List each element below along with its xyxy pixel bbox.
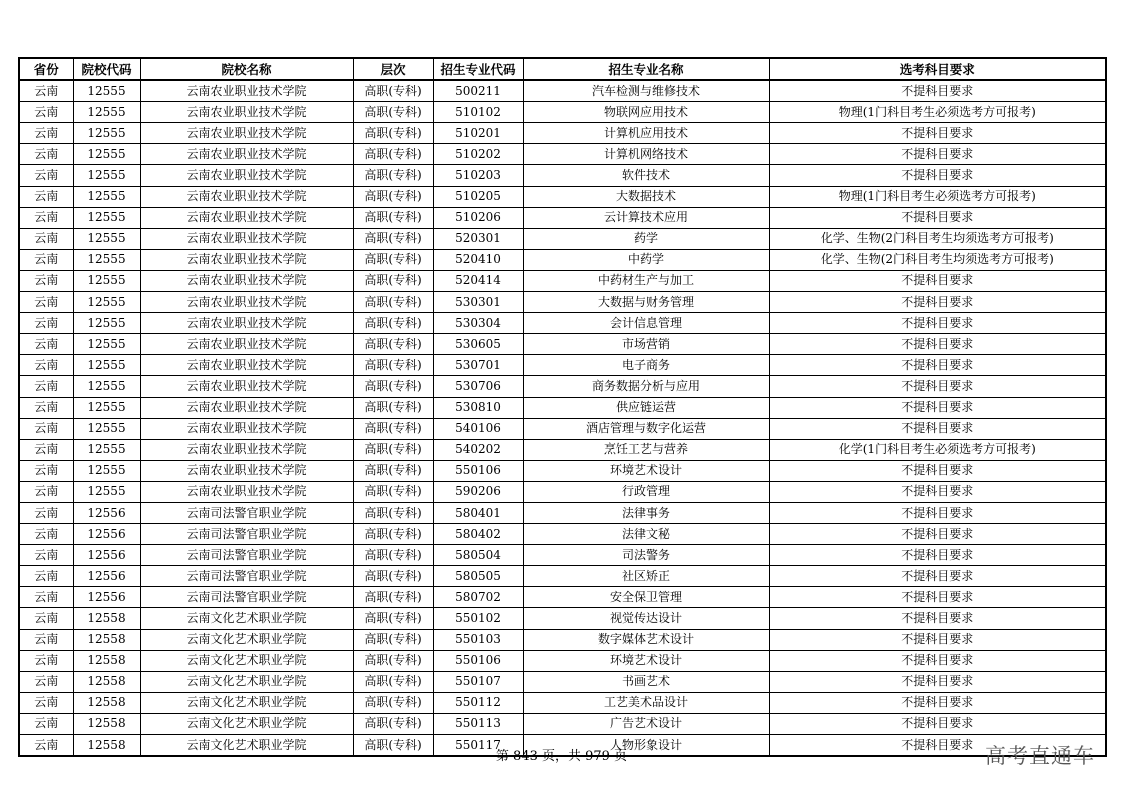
cell-level: 高职(专科): [353, 418, 433, 439]
cell-school-name: 云南文化艺术职业学院: [140, 629, 353, 650]
cell-major-code: 550112: [433, 692, 523, 713]
cell-major-code: 510201: [433, 123, 523, 144]
table-row: [19, 713, 1106, 734]
cell-school-code: 12555: [73, 207, 140, 228]
column-header-level: 层次: [353, 58, 433, 80]
cell-school-code: 12555: [73, 270, 140, 291]
cell-subject-requirement: 化学(1门科目考生必须选考方可报考): [769, 439, 1106, 460]
cell-level: 高职(专科): [353, 566, 433, 587]
cell-major-code: 510102: [433, 102, 523, 123]
cell-school-code: 12555: [73, 334, 140, 355]
cell-major-code: 580401: [433, 502, 523, 523]
cell-level: 高职(专科): [353, 144, 433, 165]
cell-major-name: 计算机应用技术: [523, 123, 769, 144]
cell-level: 高职(专科): [353, 671, 433, 692]
cell-school-code: 12555: [73, 80, 140, 102]
cell-subject-requirement: 不提科目要求: [769, 355, 1106, 376]
cell-major-name: 烹饪工艺与营养: [523, 439, 769, 460]
cell-school-name: 云南司法警官职业学院: [140, 502, 353, 523]
cell-level: 高职(专科): [353, 692, 433, 713]
cell-province: 云南: [19, 524, 73, 545]
cell-subject-requirement: 物理(1门科目考生必须选考方可报考): [769, 102, 1106, 123]
cell-major-code: 510205: [433, 186, 523, 207]
cell-major-code: 550106: [433, 650, 523, 671]
cell-major-name: 法律事务: [523, 502, 769, 523]
table-row: [19, 587, 1106, 608]
cell-subject-requirement: 不提科目要求: [769, 692, 1106, 713]
cell-school-name: 云南文化艺术职业学院: [140, 692, 353, 713]
cell-major-name: 广告艺术设计: [523, 713, 769, 734]
cell-major-code: 530301: [433, 292, 523, 313]
cell-school-name: 云南文化艺术职业学院: [140, 671, 353, 692]
table-row: [19, 144, 1106, 165]
cell-school-code: 12556: [73, 566, 140, 587]
admission-requirements-table: [18, 57, 1107, 757]
cell-major-name: 安全保卫管理: [523, 587, 769, 608]
cell-province: 云南: [19, 587, 73, 608]
cell-major-code: 540202: [433, 439, 523, 460]
cell-level: 高职(专科): [353, 460, 433, 481]
cell-school-name: 云南农业职业技术学院: [140, 397, 353, 418]
cell-school-name: 云南农业职业技术学院: [140, 292, 353, 313]
cell-subject-requirement: 化学、生物(2门科目考生均须选考方可报考): [769, 249, 1106, 270]
cell-school-name: 云南文化艺术职业学院: [140, 608, 353, 629]
table-row: [19, 566, 1106, 587]
cell-province: 云南: [19, 249, 73, 270]
cell-school-name: 云南农业职业技术学院: [140, 418, 353, 439]
cell-school-name: 云南农业职业技术学院: [140, 165, 353, 186]
cell-school-code: 12555: [73, 460, 140, 481]
cell-subject-requirement: 不提科目要求: [769, 376, 1106, 397]
cell-major-code: 550103: [433, 629, 523, 650]
cell-school-name: 云南农业职业技术学院: [140, 376, 353, 397]
cell-major-name: 市场营销: [523, 334, 769, 355]
table-row: [19, 502, 1106, 523]
cell-school-name: 云南文化艺术职业学院: [140, 713, 353, 734]
cell-subject-requirement: 不提科目要求: [769, 418, 1106, 439]
cell-level: 高职(专科): [353, 524, 433, 545]
cell-major-name: 社区矫正: [523, 566, 769, 587]
table-row: [19, 629, 1106, 650]
watermark-logo-text: 高考直通车: [985, 744, 1095, 768]
cell-level: 高职(专科): [353, 502, 433, 523]
cell-level: 高职(专科): [353, 650, 433, 671]
cell-major-code: 580505: [433, 566, 523, 587]
table-row: [19, 249, 1106, 270]
cell-subject-requirement: 不提科目要求: [769, 629, 1106, 650]
cell-province: 云南: [19, 165, 73, 186]
cell-level: 高职(专科): [353, 481, 433, 502]
cell-school-code: 12555: [73, 186, 140, 207]
table-row: [19, 207, 1106, 228]
cell-school-name: 云南司法警官职业学院: [140, 524, 353, 545]
cell-school-name: 云南农业职业技术学院: [140, 355, 353, 376]
cell-major-name: 行政管理: [523, 481, 769, 502]
cell-major-name: 中药材生产与加工: [523, 270, 769, 291]
cell-school-code: 12556: [73, 524, 140, 545]
cell-province: 云南: [19, 502, 73, 523]
table-row: [19, 376, 1106, 397]
table-row: [19, 123, 1106, 144]
cell-major-name: 计算机网络技术: [523, 144, 769, 165]
cell-school-code: 12558: [73, 650, 140, 671]
cell-school-code: 12555: [73, 102, 140, 123]
table-row: [19, 545, 1106, 566]
table-row: [19, 397, 1106, 418]
cell-province: 云南: [19, 80, 73, 102]
cell-province: 云南: [19, 228, 73, 249]
table-row: [19, 270, 1106, 291]
cell-school-name: 云南农业职业技术学院: [140, 481, 353, 502]
cell-subject-requirement: 不提科目要求: [769, 650, 1106, 671]
cell-school-name: 云南司法警官职业学院: [140, 566, 353, 587]
cell-major-code: 520410: [433, 249, 523, 270]
cell-province: 云南: [19, 439, 73, 460]
table-body: [19, 80, 1106, 756]
cell-province: 云南: [19, 376, 73, 397]
cell-major-code: 590206: [433, 481, 523, 502]
cell-level: 高职(专科): [353, 102, 433, 123]
cell-school-name: 云南农业职业技术学院: [140, 334, 353, 355]
cell-major-name: 大数据技术: [523, 186, 769, 207]
cell-major-name: 书画艺术: [523, 671, 769, 692]
cell-school-name: 云南农业职业技术学院: [140, 123, 353, 144]
cell-school-code: 12555: [73, 439, 140, 460]
cell-province: 云南: [19, 713, 73, 734]
cell-level: 高职(专科): [353, 270, 433, 291]
cell-province: 云南: [19, 608, 73, 629]
cell-subject-requirement: 不提科目要求: [769, 566, 1106, 587]
cell-school-name: 云南农业职业技术学院: [140, 186, 353, 207]
cell-province: 云南: [19, 397, 73, 418]
cell-province: 云南: [19, 102, 73, 123]
cell-level: 高职(专科): [353, 713, 433, 734]
cell-major-name: 物联网应用技术: [523, 102, 769, 123]
cell-level: 高职(专科): [353, 313, 433, 334]
cell-major-code: 540106: [433, 418, 523, 439]
table-row: [19, 334, 1106, 355]
cell-level: 高职(专科): [353, 587, 433, 608]
cell-major-name: 人物形象设计: [523, 735, 769, 757]
cell-school-code: 12555: [73, 144, 140, 165]
table-row: [19, 650, 1106, 671]
cell-province: 云南: [19, 418, 73, 439]
cell-major-code: 510206: [433, 207, 523, 228]
cell-province: 云南: [19, 334, 73, 355]
cell-level: 高职(专科): [353, 228, 433, 249]
cell-school-name: 云南司法警官职业学院: [140, 587, 353, 608]
cell-subject-requirement: 物理(1门科目考生必须选考方可报考): [769, 186, 1106, 207]
cell-major-code: 550113: [433, 713, 523, 734]
cell-school-code: 12558: [73, 692, 140, 713]
cell-level: 高职(专科): [353, 439, 433, 460]
page-number-footer: 第 843 页，共 979 页: [495, 749, 628, 764]
cell-level: 高职(专科): [353, 735, 433, 757]
cell-major-name: 软件技术: [523, 165, 769, 186]
cell-subject-requirement: 不提科目要求: [769, 80, 1106, 102]
cell-major-name: 环境艺术设计: [523, 650, 769, 671]
cell-school-name: 云南农业职业技术学院: [140, 207, 353, 228]
cell-subject-requirement: 不提科目要求: [769, 502, 1106, 523]
table-row: [19, 481, 1106, 502]
cell-subject-requirement: 不提科目要求: [769, 713, 1106, 734]
cell-school-code: 12555: [73, 292, 140, 313]
cell-province: 云南: [19, 270, 73, 291]
cell-province: 云南: [19, 481, 73, 502]
cell-level: 高职(专科): [353, 207, 433, 228]
table-row: [19, 186, 1106, 207]
cell-major-name: 工艺美术品设计: [523, 692, 769, 713]
cell-major-name: 中药学: [523, 249, 769, 270]
cell-level: 高职(专科): [353, 545, 433, 566]
cell-level: 高职(专科): [353, 355, 433, 376]
cell-major-code: 530304: [433, 313, 523, 334]
cell-province: 云南: [19, 144, 73, 165]
cell-school-code: 12556: [73, 502, 140, 523]
table-row: [19, 228, 1106, 249]
cell-subject-requirement: 不提科目要求: [769, 481, 1106, 502]
cell-level: 高职(专科): [353, 186, 433, 207]
cell-school-code: 12555: [73, 249, 140, 270]
cell-subject-requirement: 不提科目要求: [769, 735, 1106, 757]
admission-table-container: [18, 57, 1105, 757]
cell-major-code: 530706: [433, 376, 523, 397]
cell-school-code: 12558: [73, 671, 140, 692]
cell-school-code: 12558: [73, 629, 140, 650]
cell-level: 高职(专科): [353, 123, 433, 144]
cell-school-name: 云南农业职业技术学院: [140, 249, 353, 270]
cell-subject-requirement: 不提科目要求: [769, 313, 1106, 334]
cell-school-name: 云南农业职业技术学院: [140, 80, 353, 102]
table-row: [19, 292, 1106, 313]
cell-school-code: 12555: [73, 313, 140, 334]
cell-subject-requirement: 不提科目要求: [769, 144, 1106, 165]
cell-school-code: 12555: [73, 376, 140, 397]
cell-major-code: 520301: [433, 228, 523, 249]
cell-school-name: 云南农业职业技术学院: [140, 102, 353, 123]
table-row: [19, 692, 1106, 713]
cell-major-name: 环境艺术设计: [523, 460, 769, 481]
cell-level: 高职(专科): [353, 292, 433, 313]
cell-school-code: 12555: [73, 228, 140, 249]
cell-major-code: 510202: [433, 144, 523, 165]
table-row: [19, 608, 1106, 629]
cell-province: 云南: [19, 186, 73, 207]
cell-major-code: 530605: [433, 334, 523, 355]
cell-province: 云南: [19, 207, 73, 228]
cell-major-name: 大数据与财务管理: [523, 292, 769, 313]
cell-school-code: 12555: [73, 355, 140, 376]
cell-major-code: 530701: [433, 355, 523, 376]
cell-school-code: 12555: [73, 397, 140, 418]
table-row: [19, 439, 1106, 460]
cell-school-name: 云南农业职业技术学院: [140, 439, 353, 460]
cell-subject-requirement: 不提科目要求: [769, 292, 1106, 313]
cell-major-code: 580504: [433, 545, 523, 566]
cell-school-code: 12556: [73, 587, 140, 608]
cell-subject-requirement: 不提科目要求: [769, 671, 1106, 692]
column-header-subject-requirement: 选考科目要求: [769, 58, 1106, 80]
cell-subject-requirement: 不提科目要求: [769, 524, 1106, 545]
cell-school-name: 云南农业职业技术学院: [140, 144, 353, 165]
cell-province: 云南: [19, 650, 73, 671]
cell-major-code: 550117: [433, 735, 523, 757]
cell-province: 云南: [19, 355, 73, 376]
table-header-row: [19, 58, 1106, 80]
table-row: [19, 460, 1106, 481]
cell-major-code: 510203: [433, 165, 523, 186]
column-header-province: 省份: [19, 58, 73, 80]
cell-province: 云南: [19, 692, 73, 713]
cell-major-name: 数字媒体艺术设计: [523, 629, 769, 650]
cell-school-code: 12555: [73, 165, 140, 186]
cell-province: 云南: [19, 735, 73, 757]
cell-major-name: 视觉传达设计: [523, 608, 769, 629]
cell-subject-requirement: 不提科目要求: [769, 397, 1106, 418]
cell-school-code: 12555: [73, 418, 140, 439]
column-header-major-code: 招生专业代码: [433, 58, 523, 80]
table-row: [19, 671, 1106, 692]
cell-major-name: 会计信息管理: [523, 313, 769, 334]
cell-subject-requirement: 不提科目要求: [769, 270, 1106, 291]
cell-subject-requirement: 不提科目要求: [769, 608, 1106, 629]
table-row: [19, 313, 1106, 334]
cell-school-name: 云南农业职业技术学院: [140, 270, 353, 291]
cell-major-code: 550102: [433, 608, 523, 629]
cell-major-code: 500211: [433, 80, 523, 102]
cell-subject-requirement: 化学、生物(2门科目考生均须选考方可报考): [769, 228, 1106, 249]
cell-school-code: 12556: [73, 545, 140, 566]
cell-level: 高职(专科): [353, 629, 433, 650]
cell-school-name: 云南文化艺术职业学院: [140, 735, 353, 757]
cell-school-code: 12558: [73, 713, 140, 734]
cell-school-name: 云南文化艺术职业学院: [140, 650, 353, 671]
cell-school-code: 12558: [73, 735, 140, 757]
cell-level: 高职(专科): [353, 249, 433, 270]
cell-major-name: 商务数据分析与应用: [523, 376, 769, 397]
cell-school-name: 云南农业职业技术学院: [140, 460, 353, 481]
cell-subject-requirement: 不提科目要求: [769, 460, 1106, 481]
cell-major-code: 550107: [433, 671, 523, 692]
cell-subject-requirement: 不提科目要求: [769, 334, 1106, 355]
cell-level: 高职(专科): [353, 376, 433, 397]
cell-major-name: 药学: [523, 228, 769, 249]
cell-subject-requirement: 不提科目要求: [769, 545, 1106, 566]
cell-province: 云南: [19, 460, 73, 481]
cell-major-name: 司法警务: [523, 545, 769, 566]
cell-level: 高职(专科): [353, 80, 433, 102]
table-row: [19, 165, 1106, 186]
cell-school-name: 云南农业职业技术学院: [140, 228, 353, 249]
cell-subject-requirement: 不提科目要求: [769, 587, 1106, 608]
cell-province: 云南: [19, 629, 73, 650]
cell-school-code: 12555: [73, 481, 140, 502]
cell-subject-requirement: 不提科目要求: [769, 165, 1106, 186]
cell-major-code: 580402: [433, 524, 523, 545]
cell-major-code: 550106: [433, 460, 523, 481]
cell-level: 高职(专科): [353, 165, 433, 186]
cell-subject-requirement: 不提科目要求: [769, 207, 1106, 228]
cell-province: 云南: [19, 671, 73, 692]
cell-major-code: 520414: [433, 270, 523, 291]
cell-level: 高职(专科): [353, 334, 433, 355]
cell-province: 云南: [19, 566, 73, 587]
cell-major-name: 法律文秘: [523, 524, 769, 545]
cell-province: 云南: [19, 313, 73, 334]
column-header-school-code: 院校代码: [73, 58, 140, 80]
cell-school-code: 12555: [73, 123, 140, 144]
cell-level: 高职(专科): [353, 608, 433, 629]
cell-subject-requirement: 不提科目要求: [769, 123, 1106, 144]
column-header-school-name: 院校名称: [140, 58, 353, 80]
table-row: [19, 418, 1106, 439]
cell-major-name: 供应链运营: [523, 397, 769, 418]
cell-province: 云南: [19, 123, 73, 144]
cell-school-name: 云南农业职业技术学院: [140, 313, 353, 334]
cell-province: 云南: [19, 545, 73, 566]
cell-major-name: 汽车检测与维修技术: [523, 80, 769, 102]
column-header-major-name: 招生专业名称: [523, 58, 769, 80]
cell-school-code: 12558: [73, 608, 140, 629]
table-row: [19, 80, 1106, 102]
cell-level: 高职(专科): [353, 397, 433, 418]
cell-major-name: 酒店管理与数字化运营: [523, 418, 769, 439]
table-row: [19, 524, 1106, 545]
cell-province: 云南: [19, 292, 73, 313]
cell-major-code: 580702: [433, 587, 523, 608]
cell-major-name: 云计算技术应用: [523, 207, 769, 228]
cell-school-name: 云南司法警官职业学院: [140, 545, 353, 566]
cell-major-code: 530810: [433, 397, 523, 418]
table-row: [19, 355, 1106, 376]
cell-major-name: 电子商务: [523, 355, 769, 376]
table-row: [19, 102, 1106, 123]
